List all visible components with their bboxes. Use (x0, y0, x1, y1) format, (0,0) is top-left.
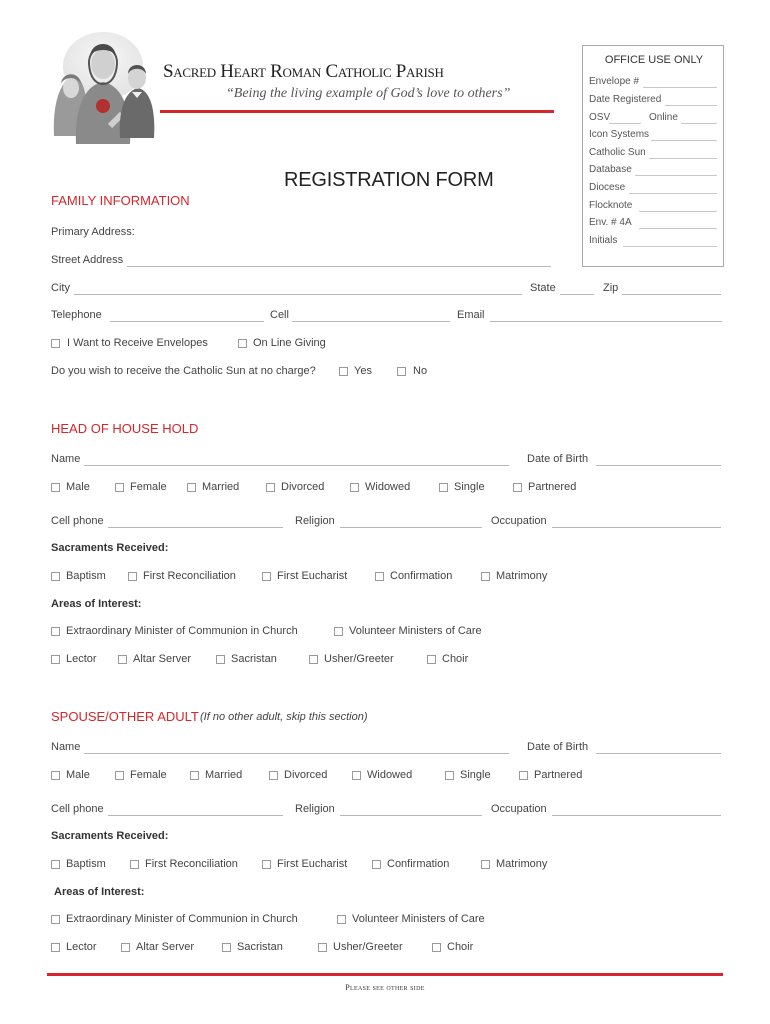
spouse-female-label: Female (130, 769, 167, 781)
head-female-checkbox[interactable] (115, 483, 124, 492)
head-first-eucharist-label: First Eucharist (277, 570, 348, 582)
zip-input[interactable] (622, 294, 721, 295)
head-extraordinary-minister-checkbox[interactable] (51, 627, 60, 636)
office-database-line[interactable] (635, 175, 717, 176)
spouse-sacristan-label: Sacristan (237, 941, 283, 953)
head-single-label: Single (454, 481, 485, 493)
spouse-volunteer-ministers-label: Volunteer Ministers of Care (352, 913, 485, 925)
envelopes-label: I Want to Receive Envelopes (67, 337, 208, 349)
head-choir-checkbox[interactable] (427, 655, 436, 664)
zip-label: Zip (603, 282, 619, 294)
head-of-household-heading: HEAD OF HOUSE HOLD (51, 421, 199, 436)
head-usher-greeter-checkbox[interactable] (309, 655, 318, 664)
office-catholic-sun-label: Catholic Sun (589, 147, 646, 158)
catholic-sun-question: Do you wish to receive the Catholic Sun at no charge? (51, 365, 316, 377)
head-female-label: Female (130, 481, 167, 493)
head-widowed-label: Widowed (365, 481, 411, 493)
spouse-cell-phone-label: Cell phone (51, 803, 104, 815)
spouse-religion-input[interactable] (340, 815, 482, 816)
head-cell-phone-input[interactable] (108, 527, 283, 528)
head-sacristan-label: Sacristan (231, 653, 277, 665)
head-partnered-label: Partnered (528, 481, 577, 493)
parish-logo-image (44, 26, 162, 146)
head-widowed-checkbox[interactable] (350, 483, 359, 492)
cell-input[interactable] (292, 321, 450, 322)
office-osv-label: OSV (589, 112, 611, 123)
office-initials-line[interactable] (623, 246, 717, 247)
spouse-usher-greeter-checkbox[interactable] (318, 943, 327, 952)
family-info-heading: FAMILY INFORMATION (51, 193, 190, 208)
office-envelope-line[interactable] (643, 87, 717, 88)
head-confirmation-checkbox[interactable] (375, 572, 384, 581)
spouse-widowed-checkbox[interactable] (352, 771, 361, 780)
online-giving-label: On Line Giving (253, 337, 326, 349)
spouse-baptism-label: Baptism (66, 858, 106, 870)
head-volunteer-ministers-checkbox[interactable] (334, 627, 343, 636)
spouse-married-label: Married (205, 769, 243, 781)
spouse-matrimony-checkbox[interactable] (481, 860, 490, 869)
spouse-married-checkbox[interactable] (190, 771, 199, 780)
head-interest-label: Areas of Interest: (51, 598, 142, 610)
telephone-input[interactable] (110, 321, 264, 322)
spouse-male-checkbox[interactable] (51, 771, 60, 780)
head-partnered-checkbox[interactable] (513, 483, 522, 492)
spouse-sacraments-label: Sacraments Received: (51, 830, 169, 842)
city-label: City (51, 282, 70, 294)
office-use-title: OFFICE USE ONLY (604, 54, 704, 66)
spouse-religion-label: Religion (295, 803, 335, 815)
city-input[interactable] (74, 294, 522, 295)
spouse-first-eucharist-checkbox[interactable] (262, 860, 271, 869)
catholic-sun-yes-label: Yes (354, 365, 372, 377)
spouse-male-label: Male (66, 769, 90, 781)
head-matrimony-label: Matrimony (496, 570, 548, 582)
spouse-female-checkbox[interactable] (115, 771, 124, 780)
head-first-eucharist-checkbox[interactable] (262, 572, 271, 581)
spouse-heading-note: (If no other adult, skip this section) (200, 711, 368, 723)
head-first-reconciliation-label: First Reconciliation (143, 570, 236, 582)
head-baptism-label: Baptism (66, 570, 106, 582)
catholic-sun-no-label: No (413, 365, 428, 377)
spouse-choir-checkbox[interactable] (432, 943, 441, 952)
head-volunteer-ministers-label: Volunteer Ministers of Care (349, 625, 482, 637)
spouse-occupation-input[interactable] (552, 815, 721, 816)
head-male-checkbox[interactable] (51, 483, 60, 492)
head-name-label: Name (51, 453, 81, 465)
street-address-input[interactable] (127, 266, 551, 267)
parish-name: Sacred Heart Roman Catholic Parish (163, 61, 444, 82)
head-name-input[interactable] (84, 465, 509, 466)
office-icon-systems-label: Icon Systems (589, 129, 650, 140)
spouse-matrimony-label: Matrimony (496, 858, 548, 870)
catholic-sun-yes-checkbox[interactable] (339, 367, 348, 376)
spouse-occupation-label: Occupation (491, 803, 547, 815)
spouse-usher-greeter-label: Usher/Greeter (333, 941, 403, 953)
spouse-extraordinary-minister-label: Extraordinary Minister of Communion in Church (66, 913, 298, 925)
spouse-cell-phone-input[interactable] (108, 815, 283, 816)
telephone-label: Telephone (51, 309, 102, 321)
head-male-label: Male (66, 481, 90, 493)
primary-address-label: Primary Address: (51, 226, 135, 238)
spouse-lector-label: Lector (66, 941, 97, 953)
catholic-sun-no-checkbox[interactable] (397, 367, 406, 376)
spouse-confirmation-checkbox[interactable] (372, 860, 381, 869)
office-flocknote-label: Flocknote (589, 200, 633, 211)
email-label: Email (457, 309, 485, 321)
head-dob-input[interactable] (596, 465, 721, 466)
spouse-volunteer-ministers-checkbox[interactable] (337, 915, 346, 924)
office-date-registered-line[interactable] (665, 105, 717, 106)
head-married-checkbox[interactable] (187, 483, 196, 492)
spouse-partnered-checkbox[interactable] (519, 771, 528, 780)
head-matrimony-checkbox[interactable] (481, 572, 490, 581)
spouse-altar-server-label: Altar Server (136, 941, 195, 953)
head-usher-greeter-label: Usher/Greeter (324, 653, 394, 665)
spouse-confirmation-label: Confirmation (387, 858, 450, 870)
office-initials-label: Initials (589, 235, 618, 246)
spouse-widowed-label: Widowed (367, 769, 413, 781)
head-occupation-label: Occupation (491, 515, 547, 527)
head-religion-input[interactable] (340, 527, 482, 528)
spouse-choir-label: Choir (447, 941, 474, 953)
footer-note: Please see other side (345, 983, 425, 992)
head-married-label: Married (202, 481, 240, 493)
head-altar-server-checkbox[interactable] (118, 655, 127, 664)
spouse-name-input[interactable] (84, 753, 509, 754)
head-cell-phone-label: Cell phone (51, 515, 104, 527)
spouse-first-reconciliation-checkbox[interactable] (130, 860, 139, 869)
office-diocese-label: Diocese (589, 182, 626, 193)
head-choir-label: Choir (442, 653, 469, 665)
head-divorced-label: Divorced (281, 481, 325, 493)
spouse-sacristan-checkbox[interactable] (222, 943, 231, 952)
footer-red-rule (47, 973, 723, 976)
head-divorced-checkbox[interactable] (266, 483, 275, 492)
spouse-divorced-checkbox[interactable] (269, 771, 278, 780)
envelopes-checkbox[interactable] (51, 339, 60, 348)
office-date-registered-label: Date Registered (589, 94, 662, 105)
office-flocknote-line[interactable] (639, 211, 717, 212)
spouse-heading: SPOUSE/OTHER ADULT (51, 709, 199, 724)
office-osv-line[interactable] (609, 123, 641, 124)
spouse-first-reconciliation-label: First Reconciliation (145, 858, 238, 870)
email-input[interactable] (490, 321, 722, 322)
office-use-box (582, 45, 724, 267)
spouse-divorced-label: Divorced (284, 769, 328, 781)
head-first-reconciliation-checkbox[interactable] (128, 572, 137, 581)
head-confirmation-label: Confirmation (390, 570, 453, 582)
head-dob-label: Date of Birth (527, 453, 589, 465)
head-extraordinary-minister-label: Extraordinary Minister of Communion in Church (66, 625, 298, 637)
state-label: State (530, 282, 556, 294)
office-env-4a-line[interactable] (639, 228, 717, 229)
spouse-dob-label: Date of Birth (527, 741, 589, 753)
spouse-altar-server-checkbox[interactable] (121, 943, 130, 952)
cell-label: Cell (270, 309, 289, 321)
state-input[interactable] (560, 294, 594, 295)
form-title: REGISTRATION FORM (284, 169, 494, 191)
office-database-label: Database (589, 164, 632, 175)
spouse-interest-label: Areas of Interest: (54, 886, 145, 898)
office-env-4a-label: Env. # 4A (589, 217, 632, 228)
spouse-baptism-checkbox[interactable] (51, 860, 60, 869)
office-icon-systems-line[interactable] (651, 140, 717, 141)
spouse-name-label: Name (51, 741, 81, 753)
header-red-rule (160, 110, 554, 113)
spouse-extraordinary-minister-checkbox[interactable] (51, 915, 60, 924)
office-catholic-sun-line[interactable] (649, 158, 717, 159)
spouse-lector-checkbox[interactable] (51, 943, 60, 952)
head-sacristan-checkbox[interactable] (216, 655, 225, 664)
online-giving-checkbox[interactable] (238, 339, 247, 348)
head-single-checkbox[interactable] (439, 483, 448, 492)
office-envelope-label: Envelope # (589, 76, 640, 87)
spouse-first-eucharist-label: First Eucharist (277, 858, 348, 870)
office-online-label: Online (649, 112, 678, 123)
parish-tagline: “Being the living example of God’s love to others” (226, 86, 511, 101)
office-online-line[interactable] (681, 123, 717, 124)
street-address-label: Street Address (51, 254, 124, 266)
head-altar-server-label: Altar Server (133, 653, 192, 665)
spouse-single-checkbox[interactable] (445, 771, 454, 780)
head-lector-label: Lector (66, 653, 97, 665)
head-occupation-input[interactable] (552, 527, 721, 528)
head-sacraments-label: Sacraments Received: (51, 542, 169, 554)
head-lector-checkbox[interactable] (51, 655, 60, 664)
spouse-single-label: Single (460, 769, 491, 781)
head-religion-label: Religion (295, 515, 335, 527)
office-diocese-line[interactable] (629, 193, 717, 194)
head-baptism-checkbox[interactable] (51, 572, 60, 581)
spouse-dob-input[interactable] (596, 753, 721, 754)
spouse-partnered-label: Partnered (534, 769, 583, 781)
